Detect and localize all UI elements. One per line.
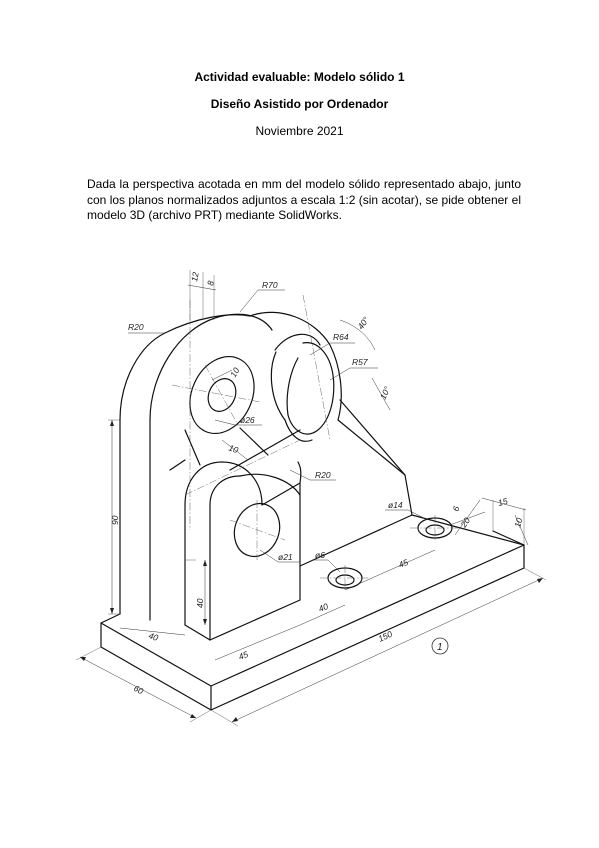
dim-60: 60 <box>132 682 146 697</box>
dim-150: 150 <box>376 628 394 644</box>
dim-40-height: 40 <box>195 598 205 608</box>
dim-12: 12 <box>189 271 201 283</box>
dim-45-right: 45 <box>397 557 410 570</box>
dim-45-base: 45 <box>237 649 250 662</box>
dim-r70: R70 <box>262 280 278 290</box>
dim-40-base: 40 <box>147 630 160 643</box>
dim-r20-top: R20 <box>128 322 144 332</box>
dimension-labels <box>110 271 524 696</box>
dim-10-mid: 10 <box>227 442 240 456</box>
base-plate <box>101 515 524 710</box>
dim-phi21: ø21 <box>278 552 293 562</box>
dim-r20-mid: R20 <box>315 470 331 480</box>
dim-40-mid: 40 <box>317 601 330 614</box>
dim-15: 15 <box>496 495 509 508</box>
dim-r64: R64 <box>333 332 349 342</box>
dim-phi26: ø26 <box>240 415 255 425</box>
dim-angle-40: 40° <box>355 314 372 332</box>
dim-6: 6 <box>450 504 462 513</box>
front-boss <box>185 462 301 640</box>
dim-phi14: ø14 <box>388 500 403 510</box>
curved-arm <box>250 312 412 515</box>
dim-90: 90 <box>110 515 120 525</box>
instructions-paragraph: Dada la perspectiva acotada en mm del modelo sólido representado abajo, junto con los planos normalizados adjuntos a escala 1:2 (sin acotar), se pide obtener el modelo 3D (archivo PRT) mediante SolidWorks. <box>87 177 521 222</box>
base-holes <box>328 518 452 588</box>
part-number: 1 <box>437 642 443 653</box>
dim-angle-10: 10° <box>377 384 393 401</box>
dim-phi6: ø6 <box>315 550 325 560</box>
dim-10-right: 10 <box>512 516 525 529</box>
dim-r57: R57 <box>352 357 368 367</box>
dim-10-top: 10 <box>228 365 242 379</box>
dim-20: 20 <box>458 515 473 530</box>
document-subtitle: Diseño Asistido por Ordenador <box>210 97 389 111</box>
document-date: Noviembre 2021 <box>255 124 344 138</box>
document-title: Actividad evaluable: Modelo sólido 1 <box>194 70 405 84</box>
dim-8: 8 <box>205 279 216 287</box>
part-number-callout <box>432 638 448 654</box>
top-hub <box>178 346 268 465</box>
